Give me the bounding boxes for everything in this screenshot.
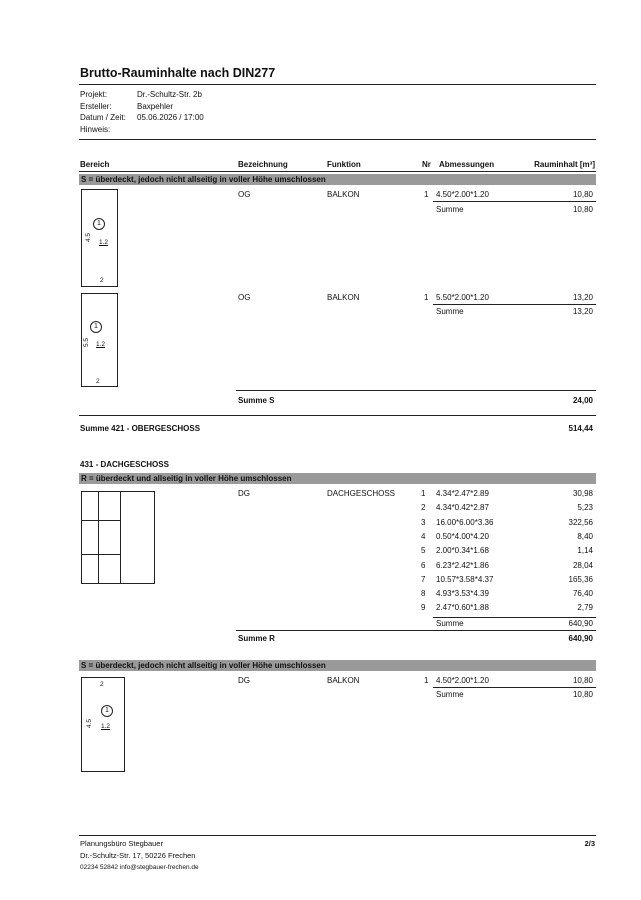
abm-og-2: 5.50*2.00*1.20 — [436, 293, 489, 302]
projekt-label: Projekt: — [80, 90, 108, 99]
projekt-value: Dr.-Schultz-Str. 2b — [137, 90, 202, 99]
dg-row-nr: 9 — [421, 603, 426, 613]
dg-row-abm: 6.23*2.42*1.86 — [436, 560, 489, 570]
dg-row-abm: 4.34*2.47*2.89 — [436, 489, 489, 498]
col-funktion: Funktion — [327, 160, 361, 169]
room-number-marker: 1 — [93, 218, 105, 230]
width-label: 2 — [96, 378, 100, 385]
dg-row-val: 28,04 — [572, 560, 593, 570]
dg-row-nr: 7 — [421, 574, 426, 584]
dg-row-abm: 16.00*6.00*3.36 — [436, 517, 494, 527]
sum-label-og-1: Summe — [436, 205, 464, 214]
dg-row-val: 1,14 — [577, 546, 593, 556]
nr-og-2: 1 — [424, 293, 429, 302]
ersteller-label: Ersteller: — [80, 101, 112, 111]
og-total-value: 514,44 — [568, 424, 593, 433]
dg-row-nr: 1 — [421, 489, 426, 498]
nr-og-1: 1 — [424, 190, 429, 199]
dg-row-nr: 3 — [421, 517, 426, 527]
height-label: 1.2 — [99, 239, 109, 246]
width-label: 2 — [100, 277, 104, 284]
sum-label-dg-s: Summe — [436, 690, 464, 699]
bez-og-1: OG — [238, 190, 251, 199]
dg-row-val: 8,40 — [577, 531, 593, 541]
bez-dg-r: DG — [238, 489, 250, 498]
sketch-balkon-og-1 — [81, 189, 118, 287]
total-r-rule — [236, 630, 596, 631]
meta-rule — [79, 139, 596, 140]
width-label: 2 — [100, 681, 104, 688]
meta-values — [137, 89, 204, 124]
abm-dg-s: 4.50*2.00*1.20 — [436, 676, 489, 685]
dg-heading: 431 - DACHGESCHOSS — [80, 460, 169, 469]
sum-rule — [433, 687, 596, 688]
total-r-label: Summe R — [238, 634, 275, 643]
sum-rule — [433, 304, 596, 305]
fkt-og-2: BALKON — [327, 293, 360, 302]
dg-row-nr: 6 — [421, 560, 426, 570]
fkt-dg-s: BALKON — [327, 676, 360, 685]
dg-row-val: 5,23 — [577, 503, 593, 513]
dg-row-abm: 10.57*3.58*4.37 — [436, 574, 494, 584]
dg-row-abm: 4.34*0.42*2.87 — [436, 503, 489, 513]
sum-label-dg-r: Summe — [436, 619, 464, 628]
sum-og-2: 13,20 — [572, 307, 593, 316]
room-number-marker: 1 — [101, 705, 113, 717]
val-og-2: 13,20 — [572, 293, 593, 302]
col-bezeichnung: Bezeichnung — [238, 160, 288, 169]
footer-address: Dr.-Schultz-Str. 17, 50226 Frechen — [80, 851, 196, 860]
sketch-balkon-og-2 — [81, 293, 118, 387]
sketch-dachgeschoss — [81, 491, 155, 584]
abm-og-1: 4.50*2.00*1.20 — [436, 190, 489, 199]
bez-og-2: OG — [238, 293, 251, 302]
sketch-balkon-dg — [81, 677, 125, 772]
fkt-dg-r: DACHGESCHOSS — [327, 489, 396, 498]
dg-row-abm: 2.47*0.60*1.88 — [436, 603, 489, 613]
og-total-rule — [79, 415, 596, 416]
header-rule — [79, 171, 596, 172]
dg-row-abm: 0.50*4.00*4.20 — [436, 531, 489, 541]
dg-row-abm: 2.00*0.34*1.68 — [436, 546, 489, 556]
dg-row-abm: 4.93*3.53*4.39 — [436, 589, 489, 599]
footer-block — [80, 838, 199, 874]
dg-row-val: 322,56 — [568, 517, 593, 527]
sum-rule — [433, 617, 596, 618]
dg-row-nr: 8 — [421, 589, 426, 599]
room-number-marker: 1 — [90, 321, 102, 333]
datum-value: 05.06.2026 / 17:00 — [137, 113, 204, 122]
hinweis-label: Hinweis: — [80, 124, 111, 134]
col-rauminhalt: Rauminhalt [m³] — [534, 160, 595, 169]
dg-row-val: 165,36 — [568, 574, 593, 584]
band-s-dg: S = überdeckt, jedoch nicht allseitig in voller Höhe umschlossen — [79, 660, 596, 671]
ersteller-value: Baxpehler — [137, 101, 174, 111]
sum-label-og-2: Summe — [436, 307, 464, 316]
band-r-dg: R = überdeckt und allseitig in voller Höhe umschlossen — [79, 473, 596, 484]
dg-row-val: 30,98 — [572, 489, 593, 498]
fkt-og-1: BALKON — [327, 190, 360, 199]
datum-label: Datum / Zeit: — [80, 113, 126, 122]
total-r-value: 640,90 — [568, 634, 593, 643]
total-s-label: Summe S — [238, 396, 275, 405]
sum-dg-s: 10,80 — [572, 690, 593, 699]
col-abmessungen: Abmessungen — [439, 160, 495, 169]
page-number: 2/3 — [584, 839, 595, 848]
total-s-rule — [236, 390, 596, 391]
page-title: Brutto-Rauminhalte nach DIN277 — [80, 66, 276, 80]
dg-row-val: 2,79 — [577, 603, 593, 613]
footer-contact: 02234 52842 info@stegbauer-frechen.de — [80, 864, 199, 871]
dim-label: 4.5 — [86, 718, 94, 729]
footer-rule — [79, 835, 596, 836]
nr-dg-s: 1 — [424, 676, 429, 685]
val-og-1: 10,80 — [572, 190, 593, 199]
total-s-value: 24,00 — [572, 396, 593, 405]
og-total-label: Summe 421 - OBERGESCHOSS — [80, 424, 201, 433]
height-label: 1.2 — [96, 341, 106, 348]
band-s-og: S = überdeckt, jedoch nicht allseitig in voller Höhe umschlossen — [79, 174, 596, 185]
footer-company: Planungsbüro Stegbauer — [80, 839, 163, 848]
col-bereich: Bereich — [80, 160, 110, 169]
sum-rule — [433, 201, 596, 202]
dg-row-nr: 4 — [421, 531, 426, 541]
dg-row-nr: 5 — [421, 546, 426, 556]
dg-row-nr: 2 — [421, 503, 426, 513]
meta-labels — [80, 89, 126, 135]
height-label: 1.2 — [101, 723, 111, 730]
dim-label: 5.5 — [83, 337, 91, 348]
dim-label: 4.5 — [85, 232, 93, 243]
bez-dg-s: DG — [238, 676, 250, 685]
dg-row-val: 76,40 — [572, 589, 593, 599]
val-dg-s: 10,80 — [572, 676, 593, 685]
sum-og-1: 10,80 — [572, 205, 593, 214]
title-rule — [79, 84, 596, 85]
sum-dg-r: 640,90 — [568, 619, 593, 628]
col-nr: Nr — [422, 160, 431, 169]
